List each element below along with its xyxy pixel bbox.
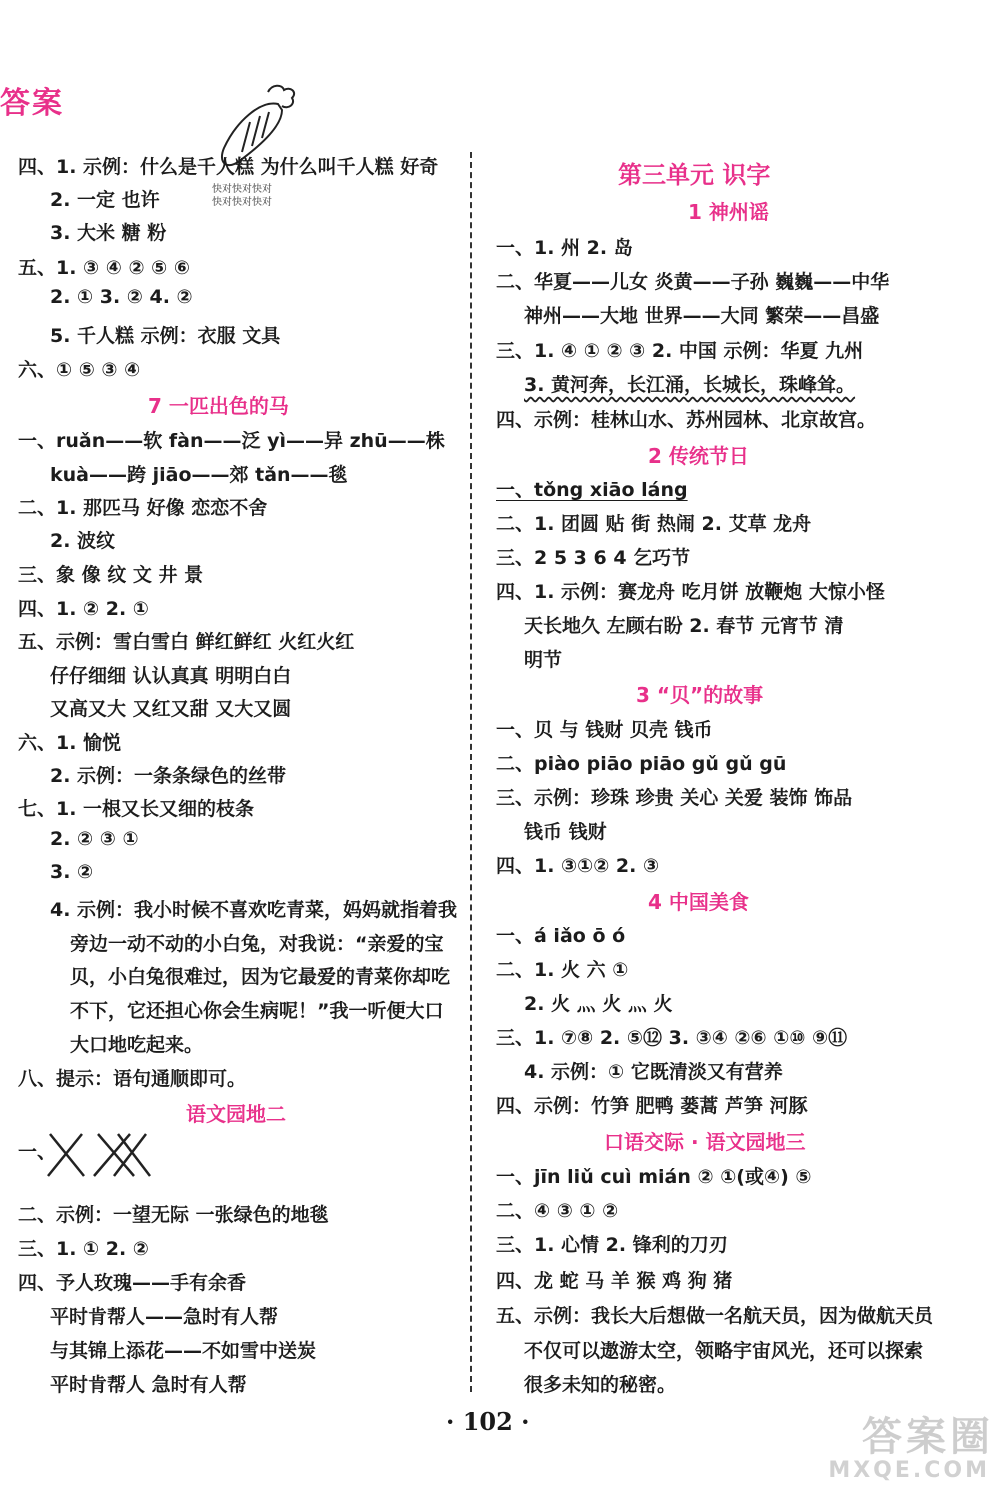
section-title: 4 中国美食 xyxy=(648,890,749,914)
answer-line: 明节 xyxy=(524,649,563,671)
answer-line: 2. ① 3. ② 4. ② xyxy=(50,286,193,308)
answer-line: 2. 波纹 xyxy=(50,530,116,552)
answer-line: 四、1. 示例：赛龙舟 吃月饼 放鞭炮 大惊小怪 xyxy=(496,581,885,603)
answer-line: 二、piào piāo piāo gǔ gǔ gū xyxy=(496,753,787,775)
unit-title: 第三单元 识字 xyxy=(618,161,771,189)
answer-line: 一、贝 与 钱财 贝壳 钱币 xyxy=(496,719,713,741)
answer-line: 七、1. 一根又长又细的枝条 xyxy=(18,798,255,820)
answer-line: 钱币 钱财 xyxy=(524,821,607,843)
answer-line: 二、1. 那匹马 好像 恋恋不舍 xyxy=(18,497,268,519)
section-title: 1 神州谣 xyxy=(688,200,769,224)
answer-line: 2. ② ③ ① xyxy=(50,828,139,850)
watermark-url: MXQE.COM xyxy=(828,1458,990,1483)
answer-line: kuà——跨 jiāo——郊 tǎn——毯 xyxy=(50,464,348,486)
scribble-line: 快对快对快对 xyxy=(212,184,272,195)
answer-line: 二、华夏——儿女 炎黄——子孙 巍巍——中华 xyxy=(496,271,890,293)
answer-line: 三、示例：珍珠 珍贵 关心 关爱 装饰 饰品 xyxy=(496,787,853,809)
answer-line: 天长地久 左顾右盼 2. 春节 元宵节 清 xyxy=(524,615,844,637)
answer-line: 五、1. ③ ④ ② ⑤ ⑥ xyxy=(18,257,190,279)
answer-line: 二、1. 火 六 ① xyxy=(496,959,629,981)
answer-line: 平时肯帮人——急时有人帮 xyxy=(50,1306,279,1328)
answer-line: 2. 示例：一条条绿色的丝带 xyxy=(50,765,287,787)
answer-line: 八、提示：语句通顺即可。 xyxy=(18,1068,247,1090)
answer-line: 一、ruǎn——软 fàn——泛 yì——异 zhū——株 xyxy=(18,430,445,452)
answer-line: 又高又大 又红又甜 又大又圆 xyxy=(50,698,292,720)
scribble-line: 快对快对快对 xyxy=(212,197,272,208)
answer-line: 一、1. 州 2. 岛 xyxy=(496,237,633,259)
answer-line: 仔仔细细 认认真真 明明白白 xyxy=(50,665,292,687)
answer-line: 五、示例：我长大后想做一名航天员，因为做航天员 xyxy=(496,1305,934,1327)
answer-line: 神州——大地 世界——大同 繁荣——昌盛 xyxy=(524,305,880,327)
answer-line: 2. 一定 也许 xyxy=(50,189,160,211)
answer-line: 三、1. ④ ① ② ③ 2. 中国 示例：华夏 九州 xyxy=(496,340,864,362)
answer-line: 三、1. ① 2. ② xyxy=(18,1238,149,1260)
answer-line: 一、 xyxy=(18,1141,57,1163)
answer-line: 5. 千人糕 示例：衣服 文具 xyxy=(50,325,281,347)
answer-line: 五、示例：雪白雪白 鲜红鲜红 火红火红 xyxy=(18,631,355,653)
answers-heading: 答案 xyxy=(0,86,64,121)
answer-line: 二、④ ③ ① ② xyxy=(496,1200,619,1222)
answer-line: 四、1. 示例：什么是千人糕 为什么叫千人糕 好奇 xyxy=(18,156,439,178)
answer-line: 六、① ⑤ ③ ④ xyxy=(18,359,141,381)
section-title: 2 传统节日 xyxy=(648,444,749,468)
answer-line: 四、示例：竹笋 肥鸭 蒌蒿 芦笋 河豚 xyxy=(496,1095,808,1117)
answer-line: 一、á iǎo ō ó xyxy=(496,925,626,947)
answer-line: 六、1. 愉悦 xyxy=(18,732,122,754)
section-title: 语文园地二 xyxy=(186,1102,286,1126)
answer-line: 3. 黄河奔，长江涌，长城长，珠峰耸。 xyxy=(524,374,856,396)
answer-line: 二、1. 团圆 贴 街 热闹 2. 艾草 龙舟 xyxy=(496,513,812,535)
answer-line: 四、龙 蛇 马 羊 猴 鸡 狗 猪 xyxy=(496,1270,733,1292)
scribble-text xyxy=(212,183,272,209)
answer-line: 3. 大米 糖 粉 xyxy=(50,222,167,244)
section-title: 口语交际 · 语文园地三 xyxy=(604,1130,806,1154)
answer-line: 四、1. ③①② 2. ③ xyxy=(496,855,660,877)
answer-line: 三、1. 心情 2. 锋利的刀刃 xyxy=(496,1234,728,1256)
answer-line: 平时肯帮人 急时有人帮 xyxy=(50,1374,247,1396)
answer-line: 4. 示例：① 它既清淡又有营养 xyxy=(524,1061,783,1083)
answer-line: 四、予人玫瑰——手有余香 xyxy=(18,1272,247,1294)
page-number: · 102 · xyxy=(446,1407,530,1436)
column-divider xyxy=(470,152,472,1392)
answer-line: 贝，小白兔很难过，因为它最爱的青菜你却吃 xyxy=(70,966,451,988)
answer-line: 四、示例：桂林山水、苏州园林、北京故宫。 xyxy=(496,409,877,431)
answer-line: 旁边一动不动的小白兔，对我说：“亲爱的宝 xyxy=(70,933,444,955)
answer-line: 4. 示例：我小时候不喜欢吃青菜，妈妈就指着我 xyxy=(50,899,458,921)
answer-line: 不下，它还担心你会生病呢！”我一听便大口 xyxy=(70,1000,444,1022)
answer-line: 三、2 5 3 6 4 乞巧节 xyxy=(496,547,691,569)
answer-line: 3. ② xyxy=(50,861,94,883)
section-title: 7 一匹出色的马 xyxy=(148,394,289,418)
answer-line: 大口地吃起来。 xyxy=(70,1034,204,1056)
answer-line: 不仅可以遨游太空，领略宇宙风光，还可以探索 xyxy=(524,1340,924,1362)
answer-line: 三、1. ⑦⑧ 2. ⑤⑫ 3. ③④ ②⑥ ①⑩ ⑨⑪ xyxy=(496,1027,848,1049)
answer-line: 很多未知的秘密。 xyxy=(524,1374,677,1396)
matching-lines-diagram xyxy=(22,1130,162,1180)
section-title: 3 “贝”的故事 xyxy=(636,683,764,707)
answer-line: 与其锦上添花——不如雪中送炭 xyxy=(50,1340,317,1362)
watermark-logo: 答案圈 xyxy=(862,1414,994,1460)
answer-line: 一、tǒng xiāo láng xyxy=(496,479,688,501)
answer-line: 四、1. ② 2. ① xyxy=(18,598,149,620)
answer-line: 2. 火 灬 火 灬 火 xyxy=(524,993,673,1015)
answer-line: 三、象 像 纹 文 井 景 xyxy=(18,564,204,586)
answer-line: 一、jīn liǔ cuì mián ② ①(或④) ⑤ xyxy=(496,1166,812,1188)
answer-line: 二、示例：一望无际 一张绿色的地毯 xyxy=(18,1204,329,1226)
